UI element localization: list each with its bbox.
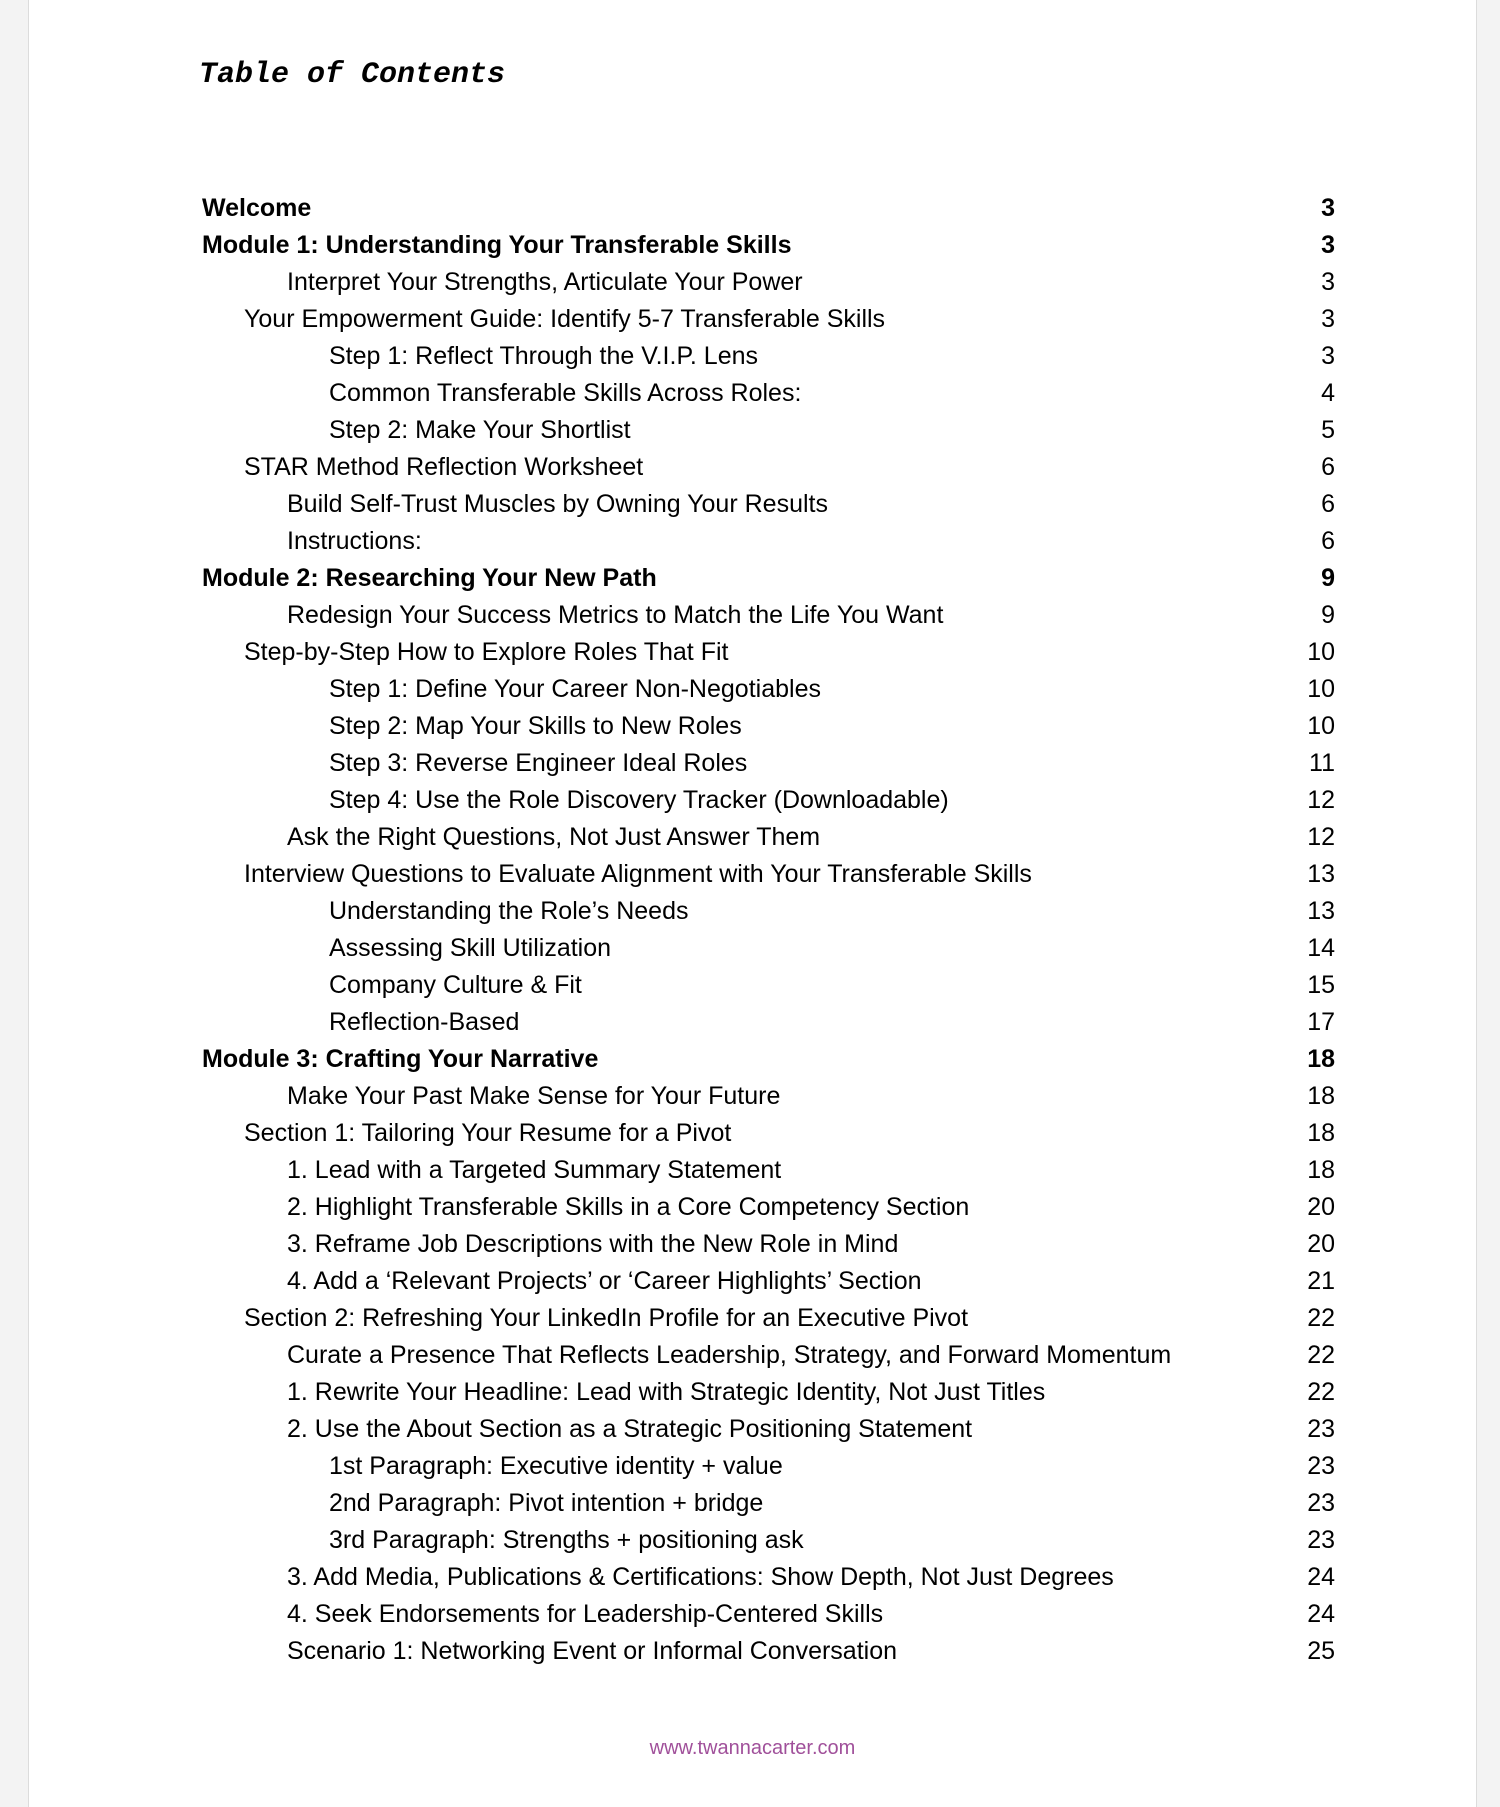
toc-entry-label: 1. Lead with a Targeted Summary Statement <box>287 1156 782 1184</box>
toc-entry[interactable] <box>202 782 1335 819</box>
toc-entry-page-number: 15 <box>1307 971 1335 999</box>
toc-entry-label: Redesign Your Success Metrics to Match the Life You Want <box>287 601 944 629</box>
document-page <box>28 0 1477 1807</box>
toc-entry-label: Step 1: Define Your Career Non-Negotiables <box>329 675 821 703</box>
toc-entry-page-number: 20 <box>1307 1230 1335 1258</box>
toc-entry-label: Make Your Past Make Sense for Your Future <box>287 1082 781 1110</box>
toc-entry-page-number: 22 <box>1307 1341 1335 1369</box>
toc-entry-label: Scenario 1: Networking Event or Informal Conversation <box>287 1637 898 1665</box>
toc-entry-page-number: 12 <box>1307 823 1335 851</box>
toc-entry[interactable] <box>202 1337 1335 1374</box>
toc-entry-label: 2. Use the About Section as a Strategic Positioning Statement <box>287 1415 973 1443</box>
toc-entry-page-number: 22 <box>1307 1304 1335 1332</box>
toc-entry-label: Interview Questions to Evaluate Alignment with Your Transferable Skills <box>244 860 1032 888</box>
toc-entry-page-number: 6 <box>1321 527 1335 555</box>
toc-entry-page-number: 3 <box>1321 231 1335 259</box>
toc-entry[interactable] <box>202 486 1335 523</box>
toc-entry[interactable] <box>202 671 1335 708</box>
toc-entry-page-number: 24 <box>1307 1600 1335 1628</box>
toc-entry-page-number: 3 <box>1321 342 1335 370</box>
toc-entry[interactable] <box>202 1596 1335 1633</box>
toc-entry[interactable] <box>202 449 1335 486</box>
toc-entry-page-number: 23 <box>1307 1526 1335 1554</box>
toc-entry[interactable] <box>202 893 1335 930</box>
toc-entry-page-number: 23 <box>1307 1489 1335 1517</box>
toc-entry-page-number: 12 <box>1307 786 1335 814</box>
toc-entry-page-number: 25 <box>1307 1637 1335 1665</box>
toc-entry-page-number: 18 <box>1307 1082 1335 1110</box>
toc-entry-label: Company Culture & Fit <box>329 971 582 999</box>
toc-entry[interactable] <box>202 227 1335 264</box>
toc-entry[interactable] <box>202 745 1335 782</box>
page-title: Table of Contents <box>199 58 506 92</box>
toc-entry-label: 3rd Paragraph: Strengths + positioning ask <box>329 1526 804 1554</box>
toc-entry[interactable] <box>202 1078 1335 1115</box>
toc-entry-label: Module 1: Understanding Your Transferable Skills <box>202 231 792 259</box>
toc-entry-page-number: 18 <box>1307 1045 1335 1073</box>
toc-entry-page-number: 10 <box>1307 675 1335 703</box>
toc-entry-page-number: 22 <box>1307 1378 1335 1406</box>
toc-entry[interactable] <box>202 301 1335 338</box>
toc-entry-label: Reflection-Based <box>329 1008 520 1036</box>
toc-entry-page-number: 10 <box>1307 638 1335 666</box>
toc-entry[interactable] <box>202 412 1335 449</box>
toc-entry-label: 4. Seek Endorsements for Leadership-Centered Skills <box>287 1600 884 1628</box>
toc-entry[interactable] <box>202 1522 1335 1559</box>
toc-entry-page-number: 20 <box>1307 1193 1335 1221</box>
table-of-contents <box>202 190 1335 1670</box>
toc-entry-page-number: 3 <box>1321 268 1335 296</box>
toc-entry[interactable] <box>202 819 1335 856</box>
toc-entry-label: Section 1: Tailoring Your Resume for a Pivot <box>244 1119 732 1147</box>
toc-entry-page-number: 3 <box>1321 305 1335 333</box>
toc-entry-label: 1. Rewrite Your Headline: Lead with Strategic Identity, Not Just Titles <box>287 1378 1046 1406</box>
toc-entry-page-number: 3 <box>1321 194 1335 222</box>
toc-entry-page-number: 23 <box>1307 1415 1335 1443</box>
toc-entry[interactable] <box>202 264 1335 301</box>
toc-entry[interactable] <box>202 1004 1335 1041</box>
toc-entry[interactable] <box>202 930 1335 967</box>
toc-entry-page-number: 24 <box>1307 1563 1335 1591</box>
toc-entry-label: Build Self-Trust Muscles by Owning Your Results <box>287 490 828 518</box>
toc-entry-label: Step 1: Reflect Through the V.I.P. Lens <box>329 342 759 370</box>
toc-entry-page-number: 14 <box>1307 934 1335 962</box>
toc-entry-page-number: 23 <box>1307 1452 1335 1480</box>
toc-entry-label: 2nd Paragraph: Pivot intention + bridge <box>329 1489 764 1517</box>
toc-entry[interactable] <box>202 1041 1335 1078</box>
toc-entry-label: 2. Highlight Transferable Skills in a Core Competency Section <box>287 1193 970 1221</box>
toc-entry-label: Module 3: Crafting Your Narrative <box>202 1045 599 1073</box>
toc-entry[interactable] <box>202 1152 1335 1189</box>
toc-entry-label: 3. Reframe Job Descriptions with the New Role in Mind <box>287 1230 899 1258</box>
toc-entry-page-number: 9 <box>1321 601 1335 629</box>
toc-entry-label: 1st Paragraph: Executive identity + value <box>329 1452 783 1480</box>
toc-entry[interactable] <box>202 634 1335 671</box>
toc-entry-page-number: 21 <box>1307 1267 1335 1295</box>
toc-entry-page-number: 4 <box>1321 379 1335 407</box>
toc-entry-page-number: 5 <box>1321 416 1335 444</box>
toc-entry[interactable] <box>202 1115 1335 1152</box>
toc-entry[interactable] <box>202 1485 1335 1522</box>
toc-entry-label: Welcome <box>202 194 312 222</box>
toc-entry[interactable] <box>202 1300 1335 1337</box>
toc-entry-label: Common Transferable Skills Across Roles: <box>329 379 802 407</box>
toc-entry-label: Understanding the Role’s Needs <box>329 897 689 925</box>
toc-entry-page-number: 17 <box>1307 1008 1335 1036</box>
toc-entry[interactable] <box>202 190 1335 227</box>
toc-entry[interactable] <box>202 1263 1335 1300</box>
toc-entry-label: Step 2: Map Your Skills to New Roles <box>329 712 742 740</box>
toc-entry[interactable] <box>202 1374 1335 1411</box>
toc-entry-page-number: 13 <box>1307 897 1335 925</box>
footer-website-link[interactable]: www.twannacarter.com <box>649 1737 856 1759</box>
toc-entry-page-number: 10 <box>1307 712 1335 740</box>
toc-entry-page-number: 11 <box>1309 749 1335 777</box>
toc-entry-label: Ask the Right Questions, Not Just Answer Them <box>287 823 821 851</box>
toc-entry[interactable] <box>202 1633 1335 1670</box>
toc-entry[interactable] <box>202 1448 1335 1485</box>
toc-entry-label: Step-by-Step How to Explore Roles That Fit <box>244 638 729 666</box>
toc-entry-label: STAR Method Reflection Worksheet <box>244 453 644 481</box>
toc-entry[interactable] <box>202 338 1335 375</box>
toc-entry[interactable] <box>202 375 1335 412</box>
toc-entry-label: 4. Add a ‘Relevant Projects’ or ‘Career Highlights’ Section <box>287 1267 922 1295</box>
toc-entry-label: 3. Add Media, Publications & Certifications: Show Depth, Not Just Degrees <box>287 1563 1114 1591</box>
toc-entry-page-number: 13 <box>1307 860 1335 888</box>
toc-entry[interactable] <box>202 856 1335 893</box>
toc-entry-label: Step 2: Make Your Shortlist <box>329 416 631 444</box>
toc-entry-label: Assessing Skill Utilization <box>329 934 612 962</box>
toc-entry[interactable] <box>202 1411 1335 1448</box>
toc-entry-label: Step 3: Reverse Engineer Ideal Roles <box>329 749 748 777</box>
toc-entry[interactable] <box>202 1559 1335 1596</box>
toc-entry-page-number: 6 <box>1321 453 1335 481</box>
toc-entry[interactable] <box>202 560 1335 597</box>
toc-entry-label: Step 4: Use the Role Discovery Tracker (Downloadable) <box>329 786 949 814</box>
toc-entry-label: Instructions: <box>287 527 422 555</box>
toc-entry-page-number: 9 <box>1321 564 1335 592</box>
toc-entry[interactable] <box>202 1226 1335 1263</box>
toc-entry[interactable] <box>202 1189 1335 1226</box>
toc-entry[interactable] <box>202 523 1335 560</box>
toc-entry-page-number: 6 <box>1321 490 1335 518</box>
toc-entry[interactable] <box>202 708 1335 745</box>
toc-entry-label: Your Empowerment Guide: Identify 5-7 Transferable Skills <box>244 305 886 333</box>
toc-entry-label: Interpret Your Strengths, Articulate Your Power <box>287 268 803 296</box>
toc-entry[interactable] <box>202 597 1335 634</box>
toc-entry-label: Module 2: Researching Your New Path <box>202 564 657 592</box>
toc-entry-label: Curate a Presence That Reflects Leadership, Strategy, and Forward Momentum <box>287 1341 1172 1369</box>
toc-entry[interactable] <box>202 967 1335 1004</box>
toc-entry-label: Section 2: Refreshing Your LinkedIn Profile for an Executive Pivot <box>244 1304 969 1332</box>
toc-entry-page-number: 18 <box>1307 1156 1335 1184</box>
toc-entry-page-number: 18 <box>1307 1119 1335 1147</box>
